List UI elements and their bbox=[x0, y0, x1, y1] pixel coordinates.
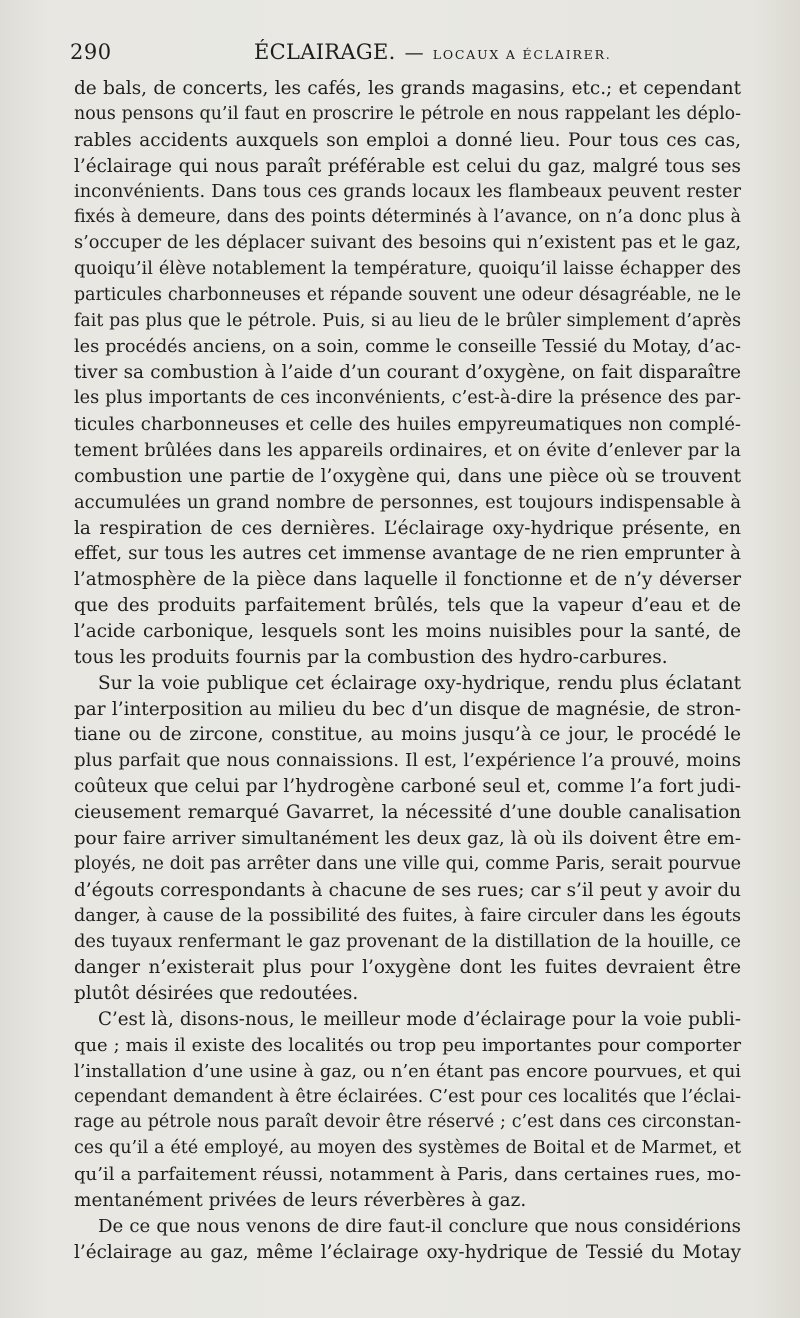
text-line: la respiration de ces dernières. L’éclairage oxy-hydrique présente, en bbox=[74, 517, 741, 539]
paragraph-first-line: De ce que nous venons de dire faut-il conclure que nous considérions bbox=[98, 1215, 741, 1237]
text-line: accumulées un grand nombre de personnes, est toujours indispensable à bbox=[74, 491, 741, 513]
text-line: l’installation d’une usine à gaz, ou n’en étant pas encore pourvues, et qui bbox=[74, 1060, 741, 1082]
text-line: tiane ou de zircone, constitue, au moins jusqu’à ce jour, le procédé le bbox=[74, 724, 741, 746]
text-line: nous pensons qu’il faut en proscrire le pétrole en nous rappelant les déplo- bbox=[74, 103, 741, 124]
text-line: danger, à cause de la possibilité des fuites, à faire circuler dans les égouts bbox=[74, 905, 741, 926]
text-line: pour faire arriver simultanément les deux gaz, là où ils doivent être em- bbox=[74, 827, 741, 849]
text-line: tement brûlées dans les appareils ordinaires, et on évite d’enlever par la bbox=[74, 440, 741, 462]
text-line: particules charbonneuses et répande souvent une odeur désagréable, ne le bbox=[74, 284, 741, 305]
text-line: tiver sa combustion à l’aide d’un courant d’oxygène, on fait disparaître bbox=[74, 362, 741, 384]
text-line: les plus importants de ces inconvénients, c’est-à-dire la présence des par- bbox=[74, 388, 741, 409]
text-line: fait pas plus que le pétrole. Puis, si au lieu de le brûler simplement d’après bbox=[74, 310, 741, 331]
text-line: ticules charbonneuses et celle des huiles empyreumatiques non complé- bbox=[74, 414, 741, 436]
text-line: danger n’existerait plus pour l’oxygène dont les fuites devraient être bbox=[74, 957, 741, 979]
text-line: cieusement remarqué Gavarret, la nécessité d’une double canalisation bbox=[74, 802, 741, 824]
text-line: cependant demandent à être éclairées. C’est pour ces localités que l’éclai- bbox=[74, 1086, 741, 1107]
section-subtitle: LOCAUX A ÉCLAIRER. bbox=[432, 47, 612, 62]
text-line: l’atmosphère de la pièce dans laquelle il fonctionne et de n’y déverser bbox=[74, 569, 741, 591]
page-header bbox=[70, 40, 750, 70]
text-line: ces qu’il a été employé, au moyen des systèmes de Boital et de Marmet, et bbox=[74, 1138, 741, 1159]
body-text bbox=[74, 76, 741, 1266]
text-line: plus parfait que nous connaissions. Il est, l’expérience l’a prouvé, moins bbox=[74, 750, 741, 772]
text-line: quoiqu’il élève notablement la température, quoiqu’il laisse échapper des bbox=[74, 259, 741, 280]
text-line: ployés, ne doit pas arrêter dans une ville qui, comme Paris, serait pourvue bbox=[74, 853, 741, 874]
paragraph-first-line: C’est là, disons-nous, le meilleur mode d’éclairage pour la voie publi- bbox=[98, 1008, 741, 1030]
text-line: inconvénients. Dans tous ces grands locaux les flambeaux peuvent rester bbox=[74, 181, 741, 203]
text-line: combustion une partie de l’oxygène qui, dans une pièce où se trouvent bbox=[74, 465, 741, 487]
paragraph-end-line: mentanément privées de leurs réverbères à gaz. bbox=[74, 1189, 527, 1211]
text-line: rables accidents auxquels son emploi a donné lieu. Pour tous ces cas, bbox=[74, 129, 741, 151]
text-line: les procédés anciens, on a soin, comme le conseille Tessié du Motay, d’ac- bbox=[74, 336, 741, 357]
text-line: coûteux que celui par l’hydrogène carboné seul et, comme l’a fort judi- bbox=[74, 776, 741, 798]
text-line: l’éclairage au gaz, même l’éclairage oxy-hydrique de Tessié du Motay bbox=[74, 1241, 741, 1263]
paragraph-end-line: tous les produits fournis par la combustion des hydro-carbures. bbox=[74, 646, 668, 668]
text-line: l’éclairage qui nous paraît préférable est celui du gaz, malgré tous ses bbox=[74, 155, 741, 177]
text-line: effet, sur tous les autres cet immense avantage de ne rien emprunter à bbox=[74, 543, 741, 565]
text-line: rage au pétrole nous paraît devoir être réservé ; c’est dans ces circonstan- bbox=[74, 1112, 741, 1133]
paragraph-end-line: plutôt désirées que redoutées. bbox=[74, 983, 359, 1005]
text-line: par l’interposition au milieu du bec d’un disque de magnésie, de stron- bbox=[74, 698, 741, 720]
text-line: l’acide carbonique, lesquels sont les moins nuisibles pour la santé, de bbox=[74, 621, 741, 643]
running-title bbox=[254, 40, 612, 64]
chapter-title: ÉCLAIRAGE. bbox=[254, 40, 396, 64]
text-line: qu’il a parfaitement réussi, notamment à Paris, dans certaines rues, mo- bbox=[74, 1164, 741, 1186]
text-line: d’égouts correspondants à chacune de ses rues; car s’il peut y avoir du bbox=[74, 879, 741, 901]
text-line: de bals, de concerts, les cafés, les grands magasins, etc.; et cependant bbox=[74, 78, 741, 99]
text-line: fixés à demeure, dans des points déterminés à l’avance, on n’a donc plus à bbox=[74, 207, 741, 228]
text-line: s’occuper de les déplacer suivant des besoins qui n’existent pas et le gaz, bbox=[74, 233, 741, 254]
title-separator: — bbox=[404, 42, 424, 64]
paragraph-first-line: Sur la voie publique cet éclairage oxy-hydrique, rendu plus éclatant bbox=[98, 672, 741, 694]
page-number: 290 bbox=[70, 40, 112, 64]
text-line: des tuyaux renfermant le gaz provenant de la distillation de la houille, ce bbox=[74, 931, 741, 953]
text-line: que des produits parfaitement brûlés, tels que la vapeur d’eau et de bbox=[74, 595, 741, 617]
text-line: que ; mais il existe des localités ou trop peu importantes pour comporter bbox=[74, 1034, 741, 1056]
